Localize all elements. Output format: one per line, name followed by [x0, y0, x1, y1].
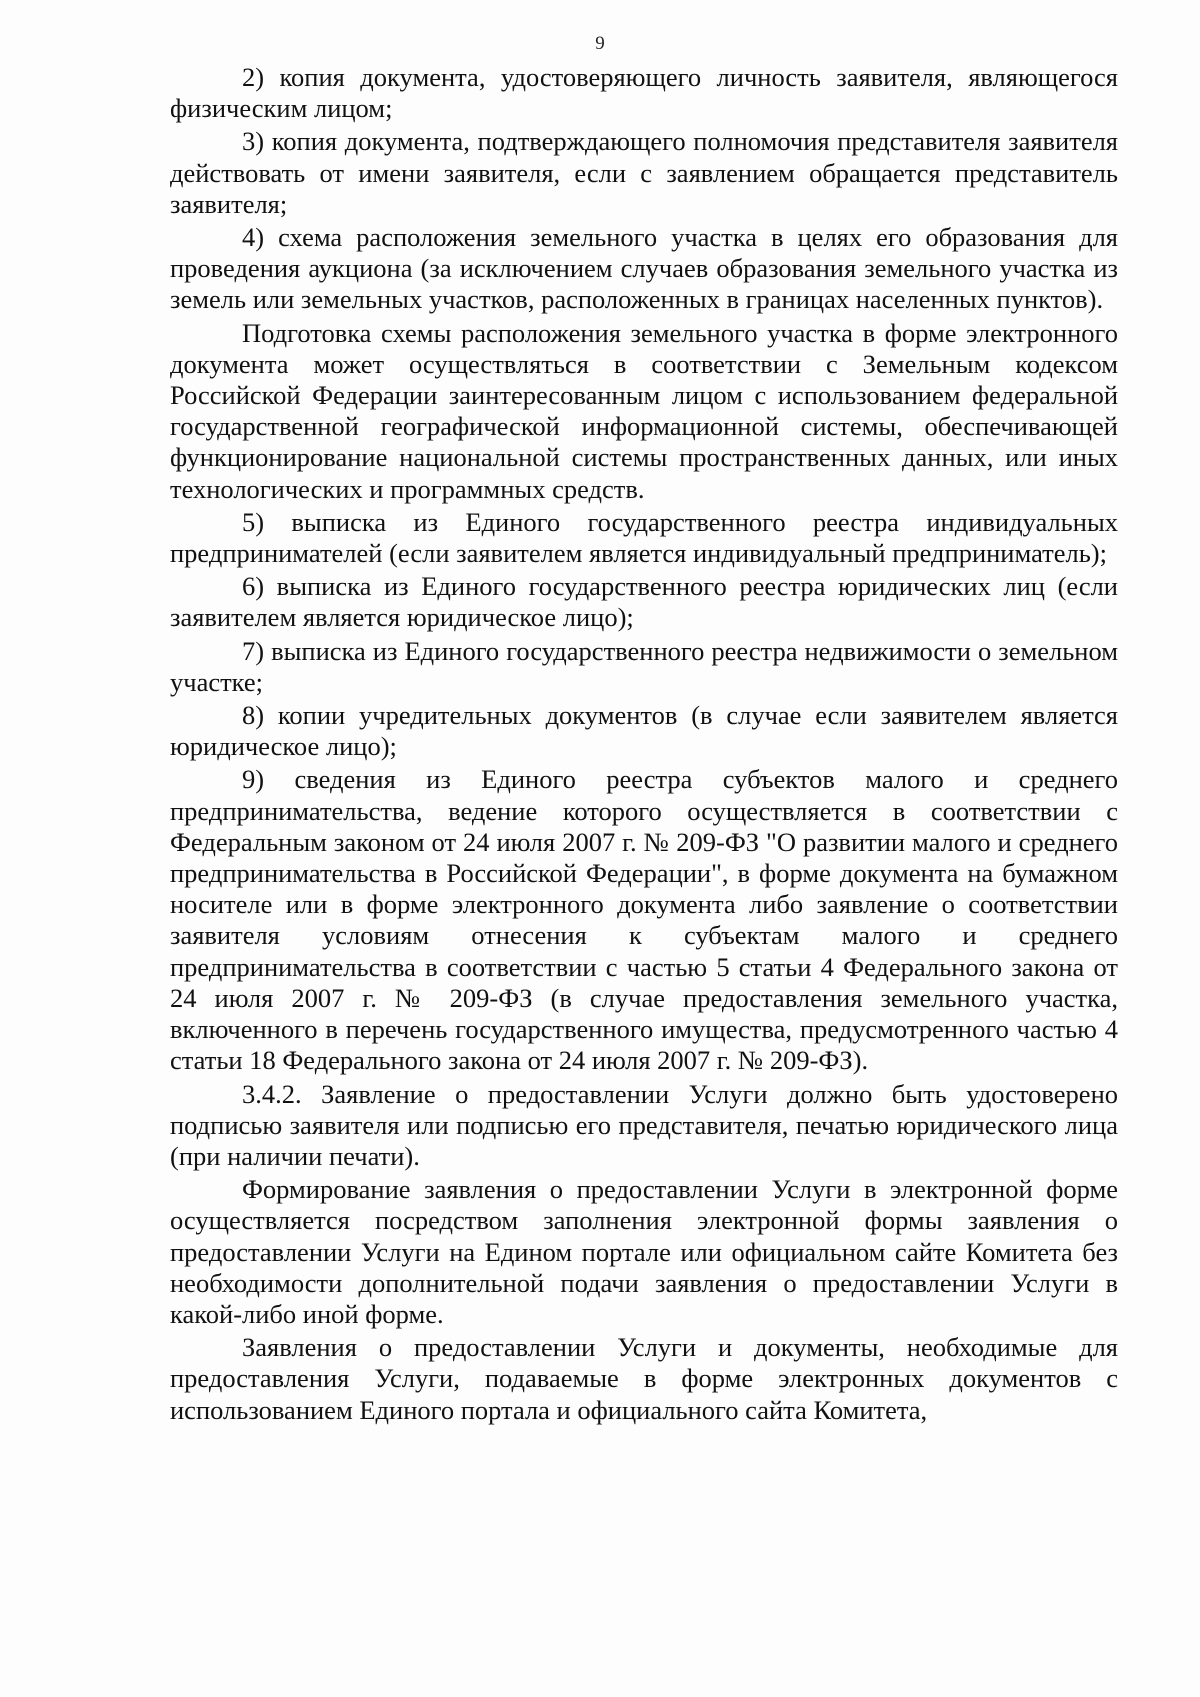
list-item-6: 6) выписка из Единого государственного реестра юридических лиц (если заявителем является юридическое лицо);: [170, 571, 1118, 633]
list-item-3: 3) копия документа, подтверждающего полномочия представителя заявителя действовать от имени заявителя, если с заявлением обращается представитель заявителя;: [170, 126, 1118, 219]
paragraph-electronic-documents: Заявления о предоставлении Услуги и документы, необходимые для предоставления Услуги, подаваемые в форме электронных документов с использованием Единого портала и официального сайта Комитета,: [170, 1332, 1118, 1425]
list-item-9: 9) сведения из Единого реестра субъектов малого и среднего предпринимательства, ведение которого осуществляется в соответствии с Федеральным законом от 24 июля 2007 г. № 209-ФЗ "О развитии малого и среднего предпринимательства в Российской Федерации", в форме документа на бумажном носителе или в форме электронного документа либо заявление о соответствии заявителя условиям отнесения к субъектам малого и среднего предпринимательства в соответствии с частью 5 статьи 4 Федерального закона от 24 июля 2007 г. № 209-ФЗ (в случае предоставления земельного участка, включенного в перечень государственного имущества, предусмотренного частью 4 статьи 18 Федерального закона от 24 июля 2007 г. № 209-ФЗ).: [170, 764, 1118, 1076]
list-item-2: 2) копия документа, удостоверяющего личность заявителя, являющегося физическим лицом;: [170, 62, 1118, 124]
paragraph-scheme-preparation: Подготовка схемы расположения земельного участка в форме электронного документа может осуществляться в соответствии с Земельным кодексом Российской Федерации заинтересованным лицом с использованием федеральной государственной географической информационной системы, обеспечивающей функционирование национальной системы пространственных данных, или иных технологических и программных средств.: [170, 317, 1118, 504]
list-item-5: 5) выписка из Единого государственного реестра индивидуальных предпринимателей (если заявителем является индивидуальный предприниматель);: [170, 506, 1118, 569]
document-body: [170, 62, 1118, 1428]
section-3-4-2: 3.4.2. Заявление о предоставлении Услуги должно быть удостоверено подписью заявителя или подписью его представителя, печатью юридического лица (при наличии печати).: [170, 1078, 1118, 1171]
list-item-7: 7) выписка из Единого государственного реестра недвижимости о земельном участке;: [170, 635, 1118, 697]
list-item-8: 8) копии учредительных документов (в случае если заявителем является юридическое лицо);: [170, 700, 1118, 762]
page-number: 9: [595, 33, 605, 54]
paragraph-electronic-form: Формирование заявления о предоставлении Услуги в электронной форме осуществляется посредством заполнения электронной формы заявления о предоставлении Услуги на Едином портале или официальном сайте Комитета без необходимости дополнительной подачи заявления о предоставлении Услуги в какой-либо иной форме.: [170, 1174, 1118, 1329]
list-item-4: 4) схема расположения земельного участка в целях его образования для проведения аукциона (за исключением случаев образования земельного участка из земель или земельных участков, расположенных в границах населенных пунктов).: [170, 222, 1118, 315]
